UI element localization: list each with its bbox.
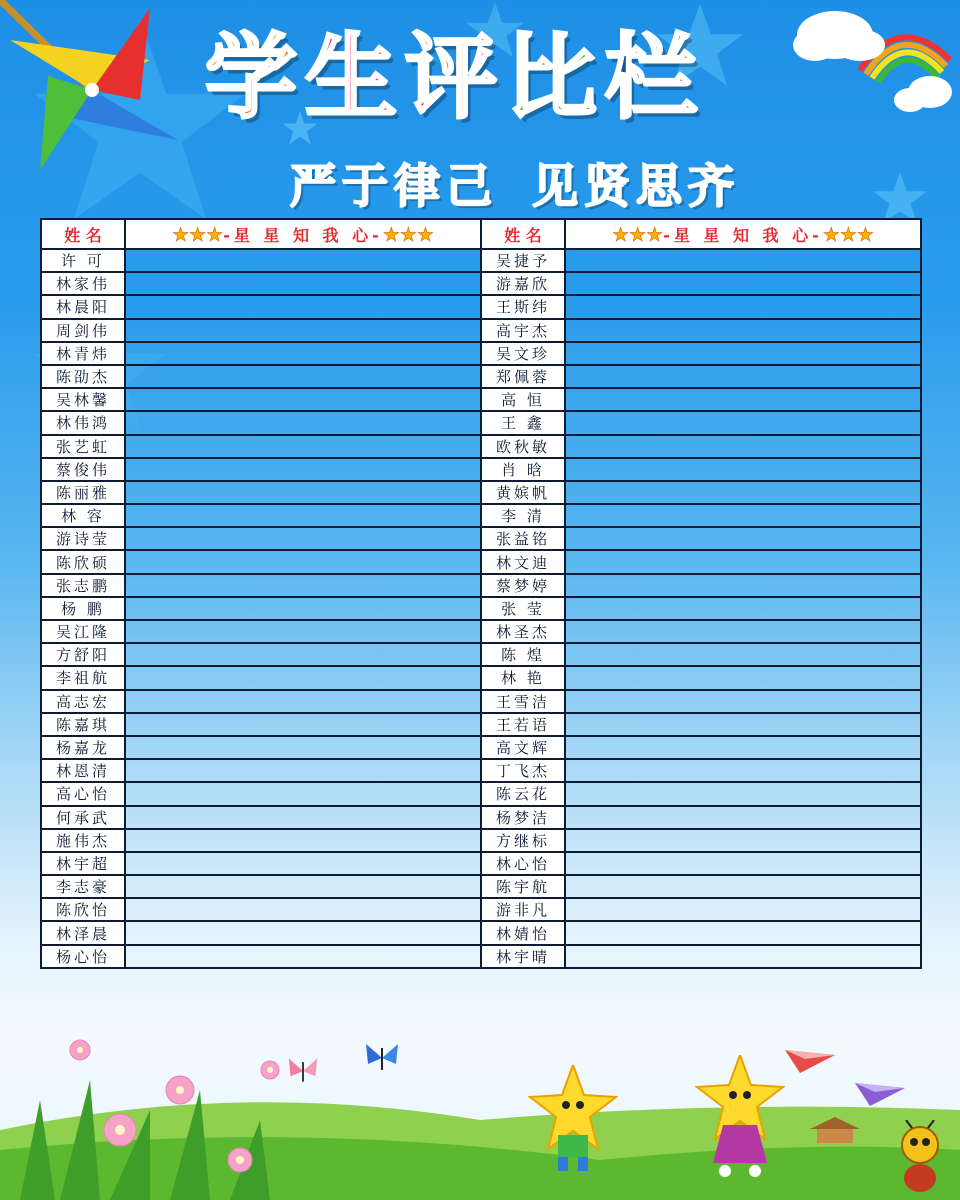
student-name-cell: 肖 晗 — [481, 458, 565, 481]
rating-cell — [125, 458, 481, 481]
student-name-cell: 张 莹 — [481, 597, 565, 620]
rating-cell — [565, 365, 921, 388]
student-name-cell: 陈欣硕 — [41, 550, 125, 573]
table-header-row — [41, 219, 921, 249]
rating-cell — [565, 806, 921, 829]
student-name-cell: 陈云花 — [481, 782, 565, 805]
table-row — [41, 295, 921, 318]
rating-cell — [565, 875, 921, 898]
star-character-boy-icon — [528, 1065, 618, 1175]
table-row — [41, 597, 921, 620]
student-name-cell: 方舒阳 — [41, 643, 125, 666]
rating-cell — [565, 643, 921, 666]
rating-cell — [565, 388, 921, 411]
rating-cell — [565, 620, 921, 643]
title-char: 评 — [405, 24, 498, 131]
student-name-cell: 张志鹏 — [41, 574, 125, 597]
student-name-cell: 施伟杰 — [41, 829, 125, 852]
table-row — [41, 620, 921, 643]
rating-cell — [125, 829, 481, 852]
rating-cell — [125, 945, 481, 968]
rating-cell — [125, 481, 481, 504]
star-character-girl-icon — [695, 1055, 785, 1180]
star-icon: ★★★ — [612, 223, 664, 246]
student-name-cell: 高心怡 — [41, 782, 125, 805]
student-name-cell: 林文迪 — [481, 550, 565, 573]
student-name-cell: 张益铭 — [481, 527, 565, 550]
rating-cell — [125, 365, 481, 388]
rating-cell — [125, 690, 481, 713]
student-name-cell: 游诗莹 — [41, 527, 125, 550]
butterfly-icon — [362, 1040, 402, 1076]
rating-cell — [565, 852, 921, 875]
slogan — [290, 150, 740, 216]
rating-cell — [125, 852, 481, 875]
name-column-header: 姓 名 — [481, 219, 565, 249]
student-name-cell: 吴文珍 — [481, 342, 565, 365]
rating-column-header — [125, 219, 481, 249]
student-name-cell: 林圣杰 — [481, 620, 565, 643]
title-char: 生 — [305, 24, 398, 131]
rating-cell — [565, 782, 921, 805]
student-name-cell: 张艺虹 — [41, 435, 125, 458]
student-name-cell: 王斯纬 — [481, 295, 565, 318]
rating-cell — [125, 597, 481, 620]
star-icon: ★★★ — [822, 223, 874, 246]
student-name-cell: 游嘉欣 — [481, 272, 565, 295]
rating-cell — [125, 666, 481, 689]
table-row — [41, 713, 921, 736]
rating-cell — [125, 643, 481, 666]
rating-cell — [125, 921, 481, 944]
rating-cell — [565, 342, 921, 365]
student-name-cell: 李 清 — [481, 504, 565, 527]
title-char: 比 — [505, 24, 598, 131]
student-name-cell: 吴江隆 — [41, 620, 125, 643]
table-row — [41, 852, 921, 875]
student-name-cell: 王雪洁 — [481, 690, 565, 713]
student-name-cell: 李祖航 — [41, 666, 125, 689]
table-row — [41, 504, 921, 527]
student-name-cell: 杨 鹏 — [41, 597, 125, 620]
rating-cell — [125, 295, 481, 318]
rating-cell — [565, 829, 921, 852]
student-name-cell: 林 容 — [41, 504, 125, 527]
student-name-cell: 蔡梦婷 — [481, 574, 565, 597]
student-name-cell: 林宇晴 — [481, 945, 565, 968]
table-row — [41, 898, 921, 921]
table-row — [41, 875, 921, 898]
table-row — [41, 759, 921, 782]
table-row — [41, 319, 921, 342]
rating-cell — [125, 411, 481, 434]
hut-icon — [805, 1115, 865, 1145]
ant-character-icon — [890, 1120, 950, 1195]
rating-cell — [565, 713, 921, 736]
rating-cell — [125, 272, 481, 295]
rating-cell — [565, 272, 921, 295]
table-row — [41, 527, 921, 550]
paper-plane-icon — [785, 1045, 835, 1075]
table-row — [41, 945, 921, 968]
student-name-cell: 林宇超 — [41, 852, 125, 875]
rating-column-header — [565, 219, 921, 249]
star-icon: ★★★ — [382, 223, 434, 246]
paper-plane-icon — [855, 1078, 905, 1108]
student-name-cell: 林心怡 — [481, 852, 565, 875]
student-name-cell: 林青炜 — [41, 342, 125, 365]
student-name-cell: 丁飞杰 — [481, 759, 565, 782]
rating-cell — [125, 388, 481, 411]
rating-cell — [565, 690, 921, 713]
student-name-cell: 陈丽雅 — [41, 481, 125, 504]
rating-cell — [565, 597, 921, 620]
student-name-cell: 高 恒 — [481, 388, 565, 411]
rating-cell — [565, 527, 921, 550]
student-name-cell: 周剑伟 — [41, 319, 125, 342]
student-name-cell: 杨嘉龙 — [41, 736, 125, 759]
rating-cell — [125, 713, 481, 736]
rating-cell — [565, 666, 921, 689]
table-row — [41, 736, 921, 759]
table-row — [41, 388, 921, 411]
name-column-header: 姓 名 — [41, 219, 125, 249]
pinwheel-icon — [0, 0, 190, 190]
student-name-cell: 方继标 — [481, 829, 565, 852]
rating-cell — [125, 435, 481, 458]
student-name-cell: 蔡俊伟 — [41, 458, 125, 481]
table-row — [41, 574, 921, 597]
student-name-cell: 陈嘉琪 — [41, 713, 125, 736]
rating-cell — [565, 574, 921, 597]
rating-cell — [565, 435, 921, 458]
rating-cell — [125, 527, 481, 550]
student-name-cell: 林 艳 — [481, 666, 565, 689]
flower-icon — [40, 1030, 300, 1180]
slogan-right: 见贤思齐 — [532, 159, 740, 213]
student-name-cell: 林泽晨 — [41, 921, 125, 944]
student-name-cell: 游非凡 — [481, 898, 565, 921]
rating-cell — [565, 319, 921, 342]
student-name-cell: 林家伟 — [41, 272, 125, 295]
table-row — [41, 365, 921, 388]
student-name-cell: 郑佩蓉 — [481, 365, 565, 388]
table-row — [41, 458, 921, 481]
rating-cell — [565, 921, 921, 944]
table-row — [41, 342, 921, 365]
student-name-cell: 杨梦洁 — [481, 806, 565, 829]
rating-cell — [565, 249, 921, 272]
student-name-cell: 王 鑫 — [481, 411, 565, 434]
student-name-cell: 陈劭杰 — [41, 365, 125, 388]
student-name-cell: 吴林馨 — [41, 388, 125, 411]
rating-cell — [125, 736, 481, 759]
rating-cell — [565, 295, 921, 318]
student-name-cell: 陈 煌 — [481, 643, 565, 666]
student-name-cell: 黄嫔帆 — [481, 481, 565, 504]
rating-cell — [125, 875, 481, 898]
student-name-cell: 林伟鸿 — [41, 411, 125, 434]
roster-table — [40, 218, 922, 969]
table-row — [41, 249, 921, 272]
rating-cell — [125, 342, 481, 365]
student-name-cell: 陈欣怡 — [41, 898, 125, 921]
table-row — [41, 272, 921, 295]
slogan-left: 严于律己 — [290, 159, 498, 213]
rating-cell — [125, 806, 481, 829]
title-char: 栏 — [605, 24, 698, 131]
table-row — [41, 690, 921, 713]
rating-cell — [565, 736, 921, 759]
table-row — [41, 806, 921, 829]
rating-cell — [125, 504, 481, 527]
rating-cell — [565, 411, 921, 434]
rainbow-cloud-icon — [790, 0, 960, 120]
table-row — [41, 481, 921, 504]
table-row — [41, 829, 921, 852]
rating-cell — [125, 620, 481, 643]
table-row — [41, 435, 921, 458]
rating-cell — [125, 319, 481, 342]
rating-cell — [125, 550, 481, 573]
student-name-cell: 吴捷予 — [481, 249, 565, 272]
rating-cell — [565, 504, 921, 527]
student-name-cell: 欧秋敏 — [481, 435, 565, 458]
student-name-cell: 高志宏 — [41, 690, 125, 713]
student-name-cell: 王若语 — [481, 713, 565, 736]
star-icon: ★★★ — [172, 223, 224, 246]
student-name-cell: 林恩清 — [41, 759, 125, 782]
rating-cell — [125, 782, 481, 805]
student-name-cell: 高文辉 — [481, 736, 565, 759]
student-name-cell: 高宇杰 — [481, 319, 565, 342]
rating-cell — [125, 249, 481, 272]
student-name-cell: 杨心怡 — [41, 945, 125, 968]
table-row — [41, 921, 921, 944]
student-name-cell: 何承武 — [41, 806, 125, 829]
rating-cell — [565, 481, 921, 504]
rating-cell — [125, 898, 481, 921]
student-name-cell: 林晨阳 — [41, 295, 125, 318]
rating-cell — [565, 550, 921, 573]
rating-cell — [125, 574, 481, 597]
table-row — [41, 643, 921, 666]
table-row — [41, 550, 921, 573]
table-row — [41, 782, 921, 805]
butterfly-icon — [285, 1055, 321, 1087]
rating-label: -星 星 知 我 心- — [663, 225, 823, 245]
rating-cell — [565, 898, 921, 921]
rating-cell — [125, 759, 481, 782]
rating-label: -星 星 知 我 心- — [223, 225, 383, 245]
title-char: 学 — [205, 24, 298, 131]
student-name-cell: 许 可 — [41, 249, 125, 272]
student-name-cell: 陈宇航 — [481, 875, 565, 898]
table-row — [41, 666, 921, 689]
student-name-cell: 李志豪 — [41, 875, 125, 898]
rating-cell — [565, 759, 921, 782]
table-row — [41, 411, 921, 434]
page-title — [205, 24, 698, 131]
rating-cell — [565, 945, 921, 968]
student-name-cell: 林婧怡 — [481, 921, 565, 944]
rating-cell — [565, 458, 921, 481]
